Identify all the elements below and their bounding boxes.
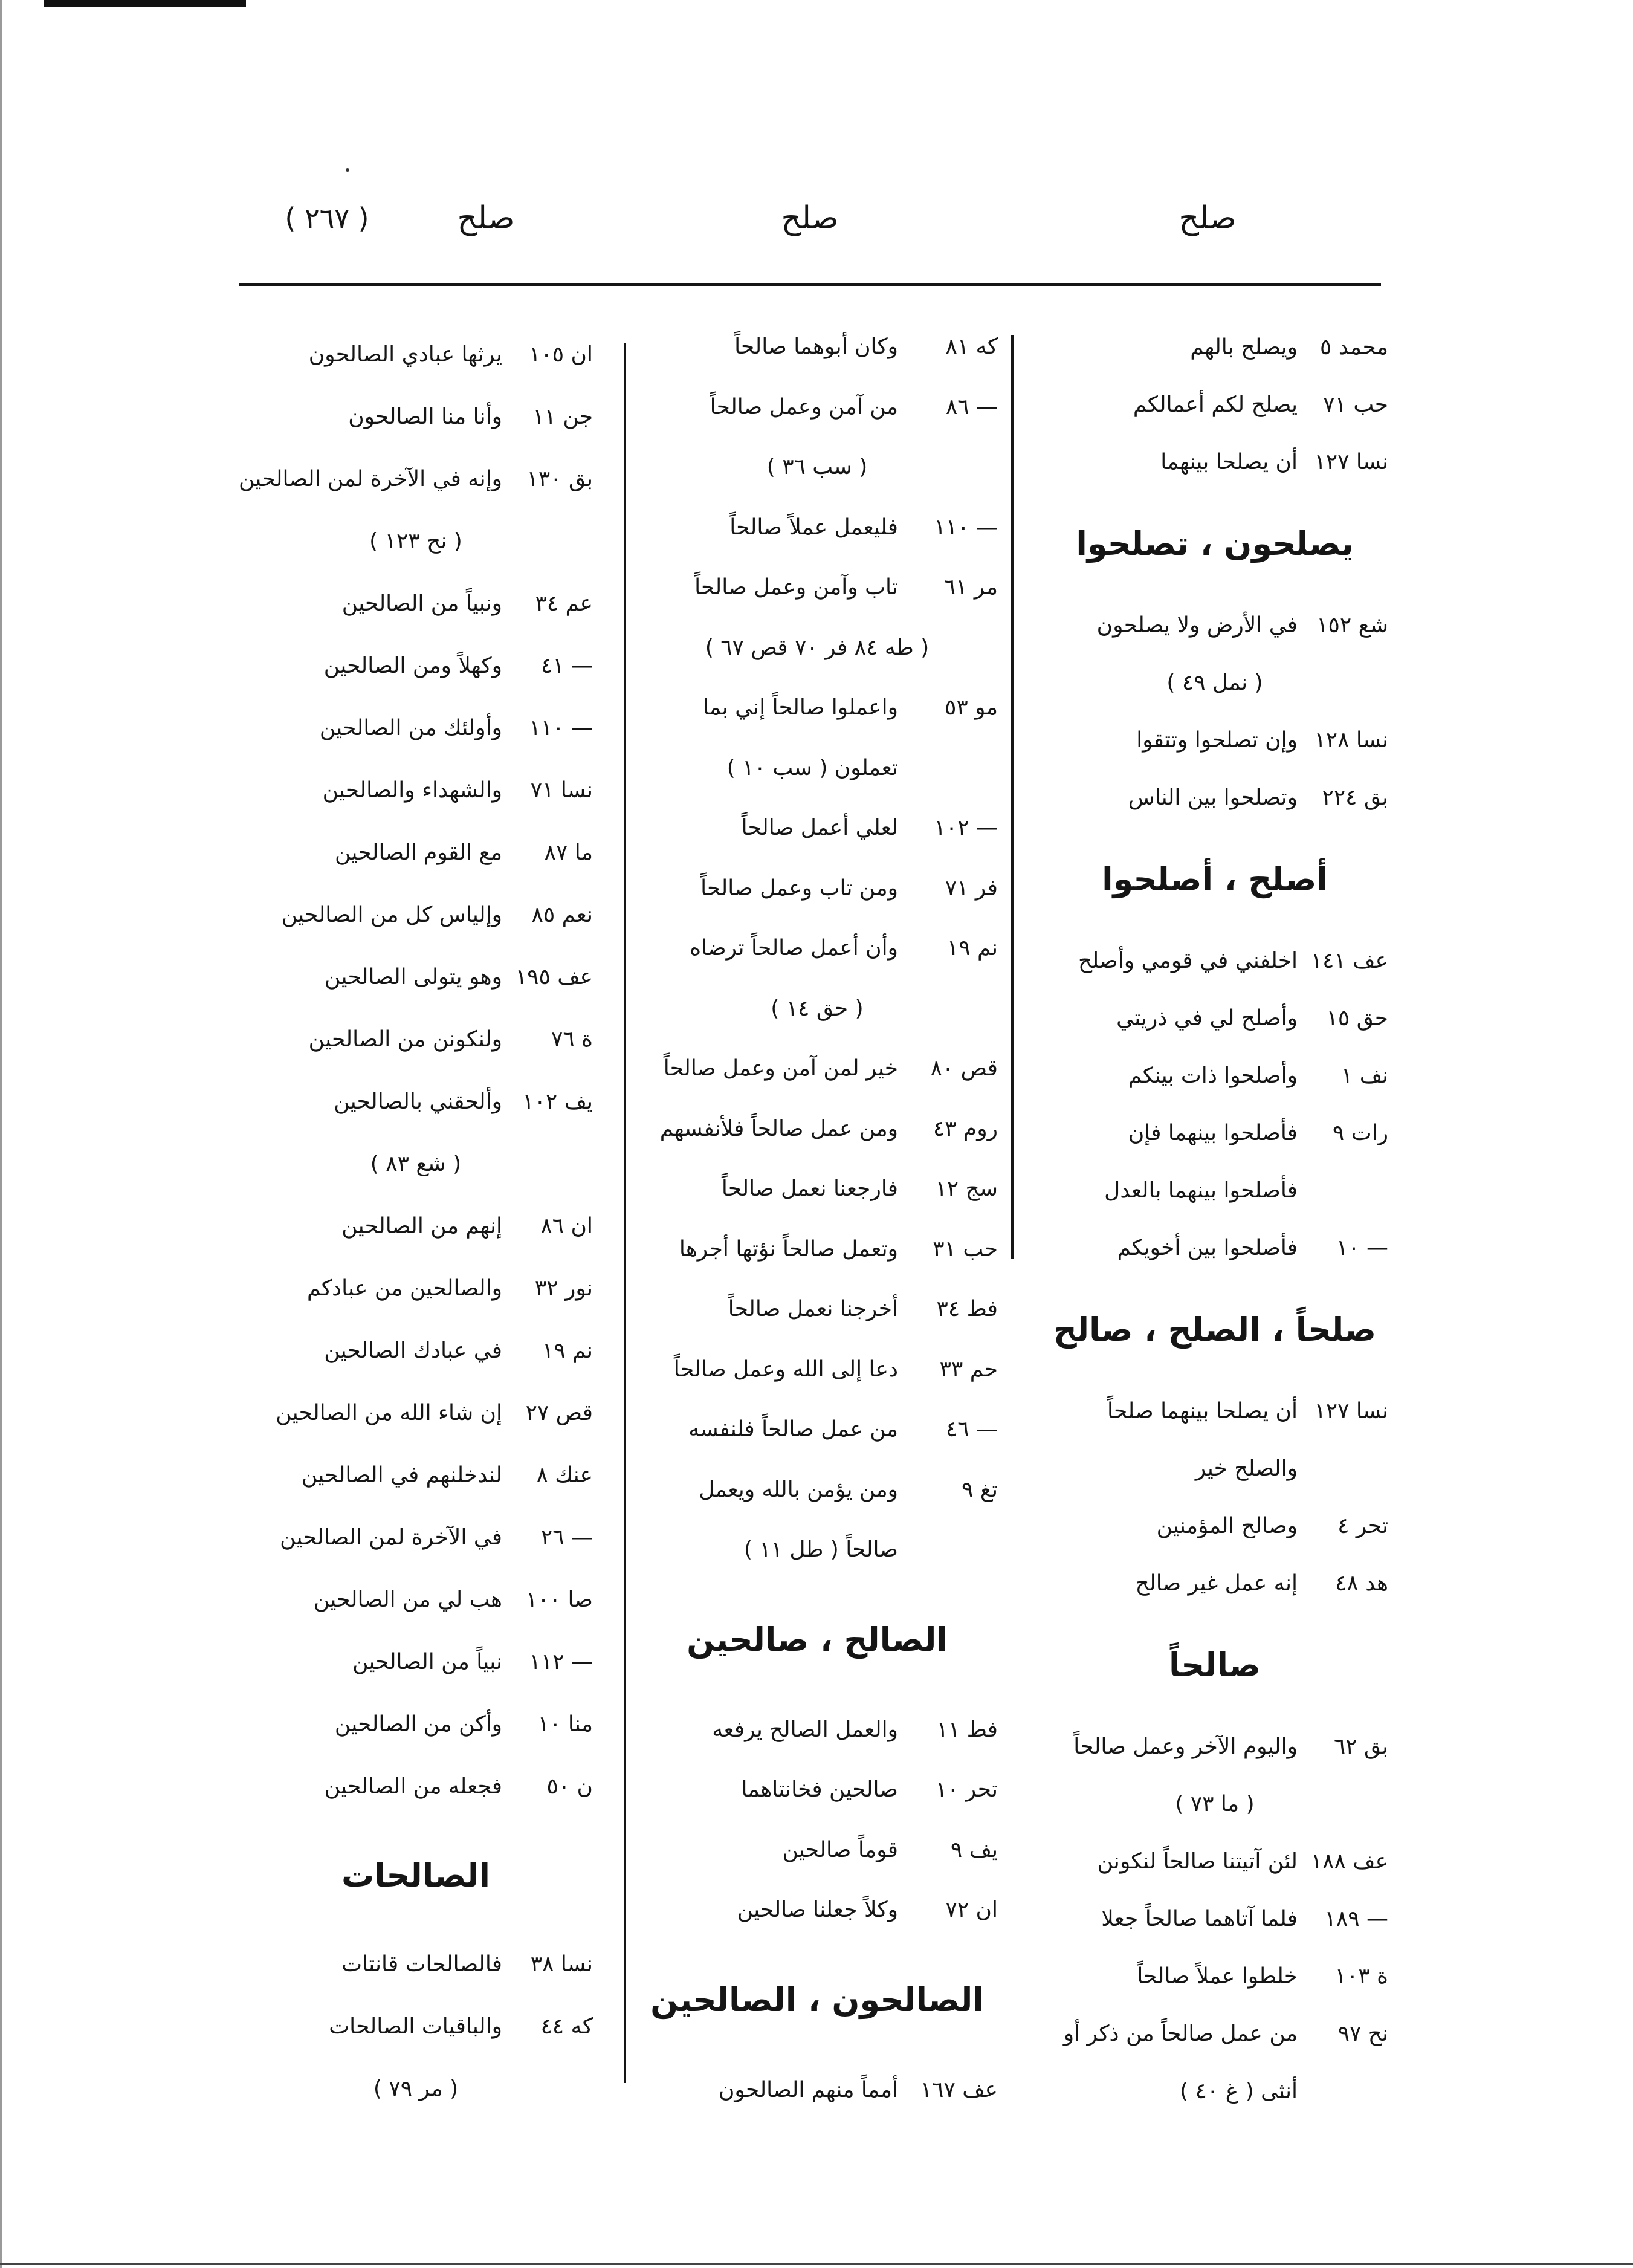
concordance-entry [1041,1382,1388,1440]
concordance-entry [1041,1104,1388,1162]
concordance-entry [239,386,593,448]
verse-excerpt: وأولئك من الصالحين [319,716,502,740]
scan-artifact-bar [44,0,246,7]
verse-reference: يف ١٠٢ [522,1089,593,1114]
verse-reference: — ١٨٩ [1324,1907,1388,1931]
concordance-entry [239,1382,593,1444]
concordance-entry [239,1257,593,1320]
concordance-entry [239,635,593,697]
concordance-entry [636,1159,998,1219]
verse-excerpt: قوماً صالحين [782,1837,898,1862]
verse-reference: عف ١٦٧ [920,2077,998,2102]
concordance-entry [1041,990,1388,1047]
concordance-entry [636,1820,998,1881]
concordance-entry [1041,1948,1388,2005]
concordance-entry [239,1320,593,1382]
verse-reference: هد ٤٨ [1335,1571,1388,1596]
section-heading: الصالحون ، الصالحين [650,1980,984,2019]
verse-excerpt: وكان أبوهما صالحاً [734,334,898,359]
scan-edge-left [0,0,2,2268]
excerpt-continuation: صالحاً ( طل ١١ ) [743,1537,898,1562]
verse-excerpt: وألحقني بالصالحين [334,1089,502,1114]
verse-reference: نسا ١٢٧ [1314,1399,1388,1424]
verse-reference: تحر ٤ [1337,1514,1388,1538]
verse-reference: نسا ١٢٧ [1314,450,1388,475]
verse-reference: — ١١٠ [934,514,998,540]
verse-excerpt: ومن تاب وعمل صالحاً [700,875,898,901]
excerpt-continuation: أنثى ( غ ٤٠ ) [1180,2079,1298,2104]
column-divider-right [1011,335,1014,1259]
concordance-entry [239,1755,593,1818]
verse-reference: — ٤٦ [945,1417,998,1442]
verse-reference: حم ٣٣ [939,1356,998,1382]
concordance-entry [239,759,593,821]
verse-excerpt: وأنا منا الصالحون [348,404,502,429]
concordance-entry [239,1195,593,1257]
verse-excerpt: وكلاً جعلنا صالحين [737,1897,898,1922]
page-number: ( ٢٦٧ ) [285,202,369,235]
verse-excerpt: ويصلح بالهم [1190,335,1298,360]
verse-excerpt: من آمن وعمل صالحاً [710,394,898,420]
excerpt-continuation: والصلح خير [1195,1456,1298,1481]
scan-edge-bottom [0,2263,1633,2265]
concordance-entry [636,317,998,377]
verse-reference: عف ١٩٥ [515,965,593,990]
verse-excerpt: اخلفني في قومي وأصلح [1078,948,1298,973]
verse-reference: نسا ٣٨ [530,1952,593,1977]
cross-reference: ( مر ٧٩ ) [373,2076,459,2101]
header-keyword-right: صلح [1179,200,1237,236]
concordance-entry [239,821,593,884]
concordance-entry [239,323,593,386]
concordance-entry [636,858,998,919]
verse-excerpt: تاب وآمن وعمل صالحاً [694,575,898,600]
verse-reference: مر ٦١ [943,575,998,600]
verse-excerpt: وتصلحوا بين الناس [1128,785,1298,810]
verse-reference: — ٤١ [540,653,593,678]
verse-reference: مو ٥٣ [945,695,998,720]
verse-reference: نف ١ [1340,1063,1388,1088]
verse-excerpt: وإن تصلحوا وتتقوا [1136,728,1298,753]
verse-excerpt: وأكن من الصالحين [334,1712,502,1737]
verse-excerpt: وتعمل صالحاً نؤتها أجرها [679,1236,898,1262]
verse-excerpt: في عبادك الصالحين [324,1338,502,1363]
concordance-entry [636,1399,998,1460]
verse-reference: بق ٦٢ [1333,1734,1388,1759]
verse-excerpt: ونبياً من الصالحين [341,591,502,616]
verse-excerpt: وأن أعمل صالحاً ترضاه [690,936,898,961]
verse-excerpt: فجعله من الصالحين [324,1774,502,1799]
verse-excerpt: وإلياس كل من الصالحين [281,902,502,927]
header-keyword-left: صلح [457,200,515,236]
verse-reference: سج ١٢ [935,1176,998,1201]
verse-excerpt: من عمل صالحاً فلنفسه [688,1417,898,1442]
verse-reference: — ١١٠ [529,716,593,740]
concordance-entry [636,678,998,738]
concordance-entry [1041,1833,1388,1890]
verse-excerpt: يرثها عبادي الصالحون [308,342,502,367]
verse-excerpt: واليوم الآخر وعمل صالحاً [1073,1734,1298,1759]
concordance-entry [1041,376,1388,433]
concordance-entry [1041,1497,1388,1555]
verse-reference: فط ٣٤ [936,1297,998,1321]
cross-reference: ( حق ١٤ ) [771,996,864,1021]
concordance-entry [1041,597,1388,654]
verse-reference: كه ٨١ [945,334,998,359]
verse-excerpt: واعملوا صالحاً إني بما [702,695,898,720]
verse-reference: ما ٨٧ [544,840,593,865]
verse-excerpt: أخرجنا نعمل صالحاً [728,1297,898,1321]
concordance-entry [239,1933,593,1995]
verse-excerpt: لندخلنهم في الصالحين [301,1463,502,1488]
verse-excerpt: فأصلحوا بين أخويكم [1117,1236,1298,1260]
concordance-entry [239,1506,593,1569]
verse-reference: نسا ١٢٨ [1314,728,1388,753]
concordance-entry [1041,1890,1388,1948]
verse-reference: تغ ٩ [962,1477,998,1502]
verse-reference: محمد ٥ [1319,335,1388,360]
concordance-entry [636,2060,998,2121]
concordance-entry [1041,319,1388,376]
verse-reference: — ١٠٢ [934,815,998,840]
cross-reference: ( شع ٨٣ ) [370,1152,462,1176]
verse-excerpt: ومن يؤمن بالله ويعمل [699,1477,898,1502]
verse-excerpt: وإنه في الآخرة لمن الصالحين [238,467,502,491]
verse-excerpt: من عمل صالحاً من ذكر أو [1063,2021,1298,2046]
verse-reference: حب ٧١ [1323,392,1388,417]
verse-excerpt: فأصلحوا بينهما فإن [1128,1121,1298,1145]
cross-reference: ( سب ٣٦ ) [766,455,868,479]
verse-reference: عنك ٨ [536,1463,593,1488]
verse-excerpt: في الأرض ولا يصلحون [1096,613,1298,638]
verse-reference: جن ١١ [532,404,593,429]
verse-excerpt: أمماً منهم الصالحون [718,2077,898,2102]
concordance-entry [239,884,593,946]
verse-reference: — ١١٢ [529,1650,593,1674]
section-heading: صالحاً [1169,1646,1261,1684]
verse-reference: نم ١٩ [946,936,998,961]
verse-reference: صا ١٠٠ [526,1587,593,1612]
header-rule [239,284,1381,286]
verse-excerpt: فالصالحات قانتات [341,1952,502,1977]
verse-reference: بق ٢٢٤ [1322,785,1388,810]
verse-reference: نم ١٩ [542,1338,593,1363]
verse-reference: ان ١٠٥ [529,342,593,367]
verse-excerpt: صالحين فخانتاهما [741,1777,898,1802]
verse-reference: عف ١٨٨ [1310,1849,1388,1874]
verse-excerpt: في الآخرة لمن الصالحين [280,1525,502,1550]
verse-excerpt: مع القوم الصالحين [334,840,502,865]
concordance-entry [1041,1047,1388,1104]
cross-reference: ( ما ٧٣ ) [1175,1792,1255,1816]
concordance-entry [636,1279,998,1340]
concordance-entry [239,697,593,759]
concordance-entry [636,497,998,558]
concordance-entry [239,1071,593,1133]
verse-reference: — ٨٦ [945,394,998,420]
verse-excerpt: فليعمل عملاً صالحاً [729,514,898,540]
verse-reference: عم ٣٤ [535,591,593,616]
concordance-entry [1041,932,1388,990]
verse-excerpt: إن شاء الله من الصالحين [276,1401,502,1425]
verse-excerpt: لئن آتيتنا صالحاً لنكونن [1097,1849,1298,1874]
verse-reference: ان ٧٢ [945,1897,998,1922]
verse-reference: قص ٢٧ [525,1401,593,1425]
verse-reference: ة ٧٦ [551,1027,593,1052]
concordance-entry [636,798,998,858]
verse-reference: قص ٨٠ [930,1056,998,1081]
verse-excerpt: فلما آتاهما صالحاً جعلا [1101,1907,1298,1931]
concordance-entry [1041,2005,1388,2062]
header-keyword-center: صلح [781,200,839,236]
concordance-entry [1041,1555,1388,1612]
verse-excerpt: لعلي أعمل صالحاً [741,815,898,840]
concordance-entry [239,1693,593,1755]
concordance-entry [1041,1219,1388,1277]
verse-reference: روم ٤٣ [933,1116,998,1141]
verse-excerpt: والصالحين من عبادكم [306,1276,502,1301]
concordance-entry [636,377,998,438]
verse-excerpt: نبياً من الصالحين [352,1650,502,1674]
verse-excerpt: خلطوا عملاً صالحاً [1137,1964,1298,1989]
verse-reference: يف ٩ [950,1837,998,1862]
verse-reference: ن ٥٠ [546,1774,593,1799]
cross-reference: ( طه ٨٤ فر ٧٠ قص ٦٧ ) [705,635,930,660]
verse-reference: — ٢٦ [540,1525,593,1550]
section-heading: الصالح ، صالحين [687,1620,948,1659]
verse-excerpt: وكهلاً ومن الصالحين [323,653,502,678]
verse-reference: نور ٣٢ [534,1276,593,1301]
concordance-entry [239,946,593,1008]
verse-excerpt: والعمل الصالح يرفعه [712,1717,898,1742]
column-left [239,323,593,2120]
concordance-entry [1041,711,1388,769]
verse-excerpt: دعا إلى الله وعمل صالحاً [673,1356,898,1382]
concordance-entry [636,1099,998,1159]
column-divider-left [624,343,626,2083]
verse-excerpt: والشهداء والصالحين [322,778,502,803]
concordance-entry [1041,1718,1388,1775]
concordance-entry [636,557,998,618]
verse-reference: حب ٣١ [933,1236,998,1262]
excerpt-continuation: فأصلحوا بينهما بالعدل [1104,1178,1298,1203]
verse-excerpt: أن يصلحا بينهما [1160,450,1298,475]
excerpt-continuation: تعملون ( سب ١٠ ) [726,755,898,780]
verse-reference: فط ١١ [936,1717,998,1742]
column-middle [636,317,998,2120]
scan-speck [346,168,349,172]
verse-reference: منا ١٠ [537,1712,593,1737]
verse-reference: حق ١٥ [1326,1006,1388,1031]
verse-excerpt: خير لمن آمن وعمل صالحاً [663,1056,898,1081]
verse-excerpt: هب لي من الصالحين [314,1587,502,1612]
section-heading: الصالحات [341,1856,490,1894]
verse-reference: — ١٠ [1336,1236,1388,1260]
verse-excerpt: وصالح المؤمنين [1156,1514,1298,1538]
verse-excerpt: والباقيات الصالحات [329,2014,502,2039]
verse-reference: ة ١٠٣ [1334,1964,1388,1989]
cross-reference: ( نمل ٤٩ ) [1166,670,1263,695]
verse-excerpt: وهو يتولى الصالحين [325,965,502,990]
verse-reference: فر ٧١ [945,875,998,901]
verse-excerpt: إنهم من الصالحين [341,1214,502,1239]
concordance-entry [239,1569,593,1631]
verse-reference: عف ١٤١ [1310,948,1388,973]
concordance-entry [239,1008,593,1071]
verse-excerpt: إنه عمل غير صالح [1135,1571,1298,1596]
concordance-entry [239,448,593,510]
concordance-entry [1041,433,1388,491]
column-right [1041,319,1388,2120]
verse-excerpt: أن يصلحا بينهما صلحاً [1107,1399,1298,1424]
concordance-entry [636,1038,998,1099]
concordance-entry [636,1340,998,1400]
verse-excerpt: فارجعنا نعمل صالحاً [721,1176,898,1201]
verse-reference: نعم ٨٥ [531,902,593,927]
section-heading: صلحاً ، الصلح ، صالح [1053,1311,1377,1349]
verse-reference: نح ٩٧ [1337,2021,1388,2046]
concordance-entry [636,918,998,979]
verse-reference: بق ١٣٠ [526,467,593,491]
section-heading: أصلح ، أصلحوا [1102,860,1328,898]
concordance-entry [636,1760,998,1820]
concordance-entry [636,1460,998,1520]
section-heading: يصلحون ، تصلحوا [1076,525,1354,563]
concordance-entry [239,1444,593,1506]
verse-excerpt: يصلح لكم أعمالكم [1133,392,1298,417]
concordance-entry [636,1219,998,1280]
verse-reference: كه ٤٤ [540,2014,593,2039]
concordance-entry [239,572,593,635]
concordance-entry [1041,769,1388,826]
concordance-entry [239,1995,593,2058]
verse-reference: ان ٨٦ [540,1214,593,1239]
verse-excerpt: وأصلحوا ذات بينكم [1128,1063,1298,1088]
verse-reference: تحر ١٠ [935,1777,998,1802]
verse-excerpt: ومن عمل صالحاً فلأنفسهم [659,1116,898,1141]
verse-excerpt: ولنكونن من الصالحين [308,1027,502,1052]
verse-excerpt: وأصلح لي في ذريتي [1116,1006,1298,1031]
cross-reference: ( نح ١٢٣ ) [369,529,462,554]
concordance-entry [636,1700,998,1760]
verse-reference: شع ١٥٢ [1316,613,1388,638]
concordance-entry [239,1631,593,1693]
verse-reference: نسا ٧١ [530,778,593,803]
concordance-entry [636,1880,998,1940]
verse-reference: رات ٩ [1332,1121,1388,1145]
